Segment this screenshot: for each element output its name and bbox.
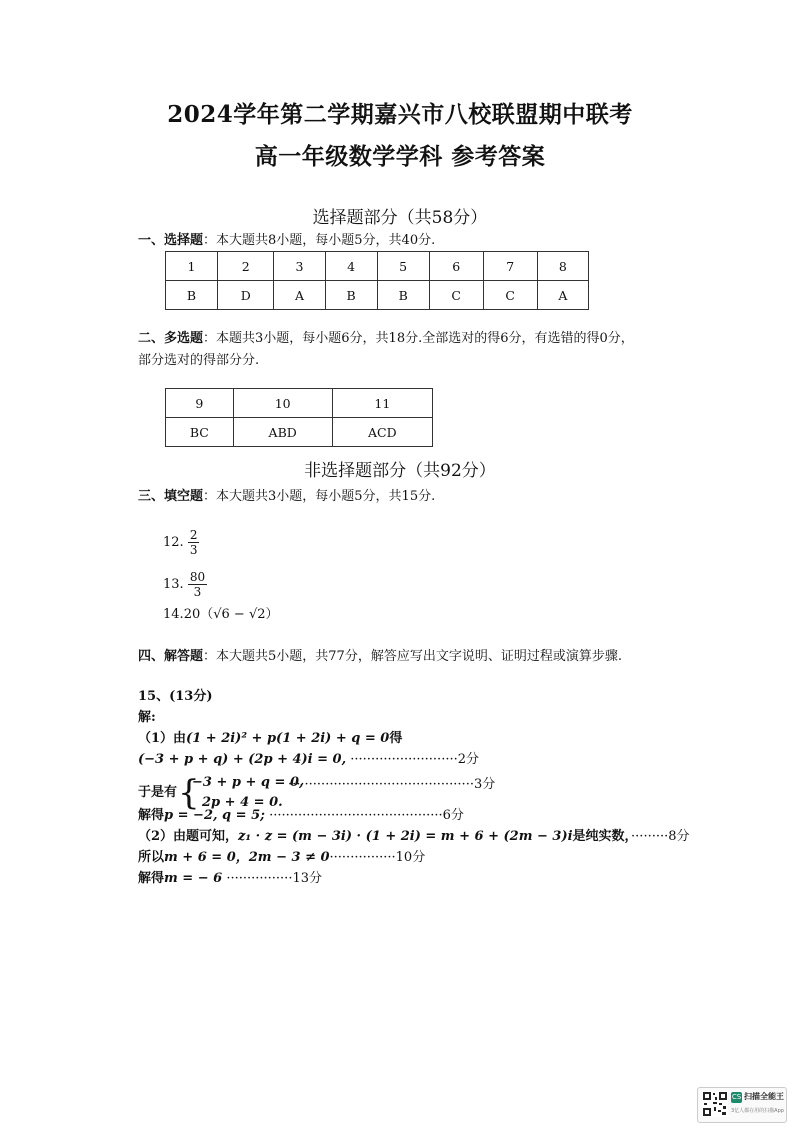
q15-step4-score: ··········································6分 xyxy=(269,808,464,823)
q15-step3-eq1: −3 + p + q = 0, xyxy=(192,775,304,790)
table-cell: 3 xyxy=(274,252,325,281)
table-cell: ABD xyxy=(233,418,332,447)
q15-step3-score: ·············································3分 xyxy=(288,777,496,792)
choice-section-heading: 选择题部分（共58分） xyxy=(312,208,488,228)
q14-value: 20（√6 − √2） xyxy=(183,607,279,622)
q15-step1-prefix: （1）由 xyxy=(138,731,187,746)
part3-instruction xyxy=(138,486,435,508)
table-cell: 11 xyxy=(332,389,432,418)
q15-step6 xyxy=(138,847,425,869)
table-cell: 9 xyxy=(166,389,234,418)
app-subtitle: 3亿人都在用的扫描App xyxy=(731,1108,784,1114)
q15-step5-prefix: （2）由题可知， xyxy=(138,829,239,844)
scanner-watermark xyxy=(697,1087,787,1123)
table-cell: C xyxy=(429,281,483,310)
table-cell: 10 xyxy=(233,389,332,418)
part1-text: ：本大题共8小题，每小题5分，共40分. xyxy=(203,233,436,248)
q15-step4-math: p = −2, q = 5; xyxy=(164,808,265,823)
q15-step5-score: ·········8分 xyxy=(631,829,690,844)
q15-step7-prefix: 解得 xyxy=(138,871,165,886)
q13-denominator: 3 xyxy=(193,585,202,599)
q15-step6-math: m + 6 = 0，2m − 3 ≠ 0 xyxy=(164,850,330,865)
table-cell: 8 xyxy=(537,252,588,281)
q13-label: 13. xyxy=(163,577,184,592)
q13-numerator: 80 xyxy=(189,570,206,584)
exam-title: 2024学年第二学期嘉兴市八校联盟期中联考 xyxy=(167,101,633,128)
q15-jie: 解: xyxy=(138,710,156,725)
table-row xyxy=(166,389,433,418)
q15-step4 xyxy=(138,805,464,827)
table-cell: 5 xyxy=(377,252,429,281)
q15-step2-score: ··························2分 xyxy=(350,752,479,767)
answer-q13 xyxy=(163,570,207,599)
table-cell: 7 xyxy=(483,252,537,281)
table-row xyxy=(166,252,589,281)
part4-instruction xyxy=(138,646,622,668)
qr-code-icon xyxy=(702,1091,728,1117)
q15-step6-prefix: 所以 xyxy=(138,850,165,865)
app-name: 扫描全能王 xyxy=(744,1092,784,1101)
table-cell: 1 xyxy=(166,252,218,281)
q15-step7-score: ················13分 xyxy=(226,871,322,886)
table-cell: 2 xyxy=(218,252,274,281)
part1-instruction xyxy=(138,230,435,252)
q15-step3-eq2: 2p + 4 = 0. xyxy=(202,795,283,810)
table-cell: ACD xyxy=(332,418,432,447)
table-cell: D xyxy=(218,281,274,310)
q15-step2 xyxy=(138,749,479,771)
exam-subtitle: 高一年级数学学科 参考答案 xyxy=(254,143,546,170)
table-cell: A xyxy=(537,281,588,310)
table-row xyxy=(166,281,589,310)
nonchoice-section-heading: 非选择题部分（共92分） xyxy=(304,461,496,481)
q14-label: 14. xyxy=(163,607,184,622)
part4-text: ：本大题共5小题，共77分，解答应写出文字说明、证明过程或演算步骤. xyxy=(203,649,622,664)
table-cell: A xyxy=(274,281,325,310)
brace-symbol: { xyxy=(178,773,200,813)
q15-step1 xyxy=(138,728,402,750)
q13-fraction xyxy=(188,570,207,599)
table-row xyxy=(166,418,433,447)
part3-text: ：本大题共3小题，每小题5分，共15分. xyxy=(203,489,436,504)
answer-q14 xyxy=(163,604,279,626)
q15-step1-suffix: 得 xyxy=(389,731,403,746)
part3-label: 三、填空题 xyxy=(138,489,204,504)
q15-step6-score: ················10分 xyxy=(329,850,426,865)
q12-fraction xyxy=(188,528,200,557)
q15-step5-suffix: 是纯实数， xyxy=(572,829,632,844)
q12-denominator: 3 xyxy=(189,543,198,557)
q15-title: 15、(13分) xyxy=(138,689,213,704)
q15-step5-math: z₁ · z = (m − 3i) · (1 + 2i) = m + 6 + (2m − 3)i xyxy=(238,829,573,844)
single-choice-table xyxy=(165,251,589,310)
part4-label: 四、解答题 xyxy=(138,649,204,664)
part2-text-line2: 部分选对的得部分分. xyxy=(138,353,260,368)
part2-text: ：本题共3小题，每小题6分，共18分.全部选对的得6分，有选错的得0分， xyxy=(203,331,634,346)
table-cell: B xyxy=(325,281,377,310)
q12-label: 12. xyxy=(163,535,184,550)
table-cell: 4 xyxy=(325,252,377,281)
table-cell: B xyxy=(377,281,429,310)
q15-step5 xyxy=(138,826,690,848)
app-logo-icon: CS xyxy=(731,1093,742,1101)
q15-step7-math: m = − 6 xyxy=(164,871,223,886)
part2-instruction xyxy=(138,328,698,372)
q15-step7 xyxy=(138,868,322,890)
table-cell: B xyxy=(166,281,218,310)
q15-step4-prefix: 解得 xyxy=(138,808,165,823)
table-cell: 6 xyxy=(429,252,483,281)
q15-step3-prefix: 于是有 xyxy=(138,785,178,800)
table-cell: C xyxy=(483,281,537,310)
answer-q12 xyxy=(163,528,199,557)
table-cell: BC xyxy=(166,418,234,447)
part1-label: 一、选择题 xyxy=(138,233,204,248)
q15-step1-math: (1 + 2i)² + p(1 + 2i) + q = 0 xyxy=(186,731,390,746)
part2-label: 二、多选题 xyxy=(138,331,204,346)
q12-numerator: 2 xyxy=(189,528,198,542)
multi-choice-table xyxy=(165,388,433,447)
q15-step2-math: (−3 + p + q) + (2p + 4)i = 0, xyxy=(138,752,347,767)
